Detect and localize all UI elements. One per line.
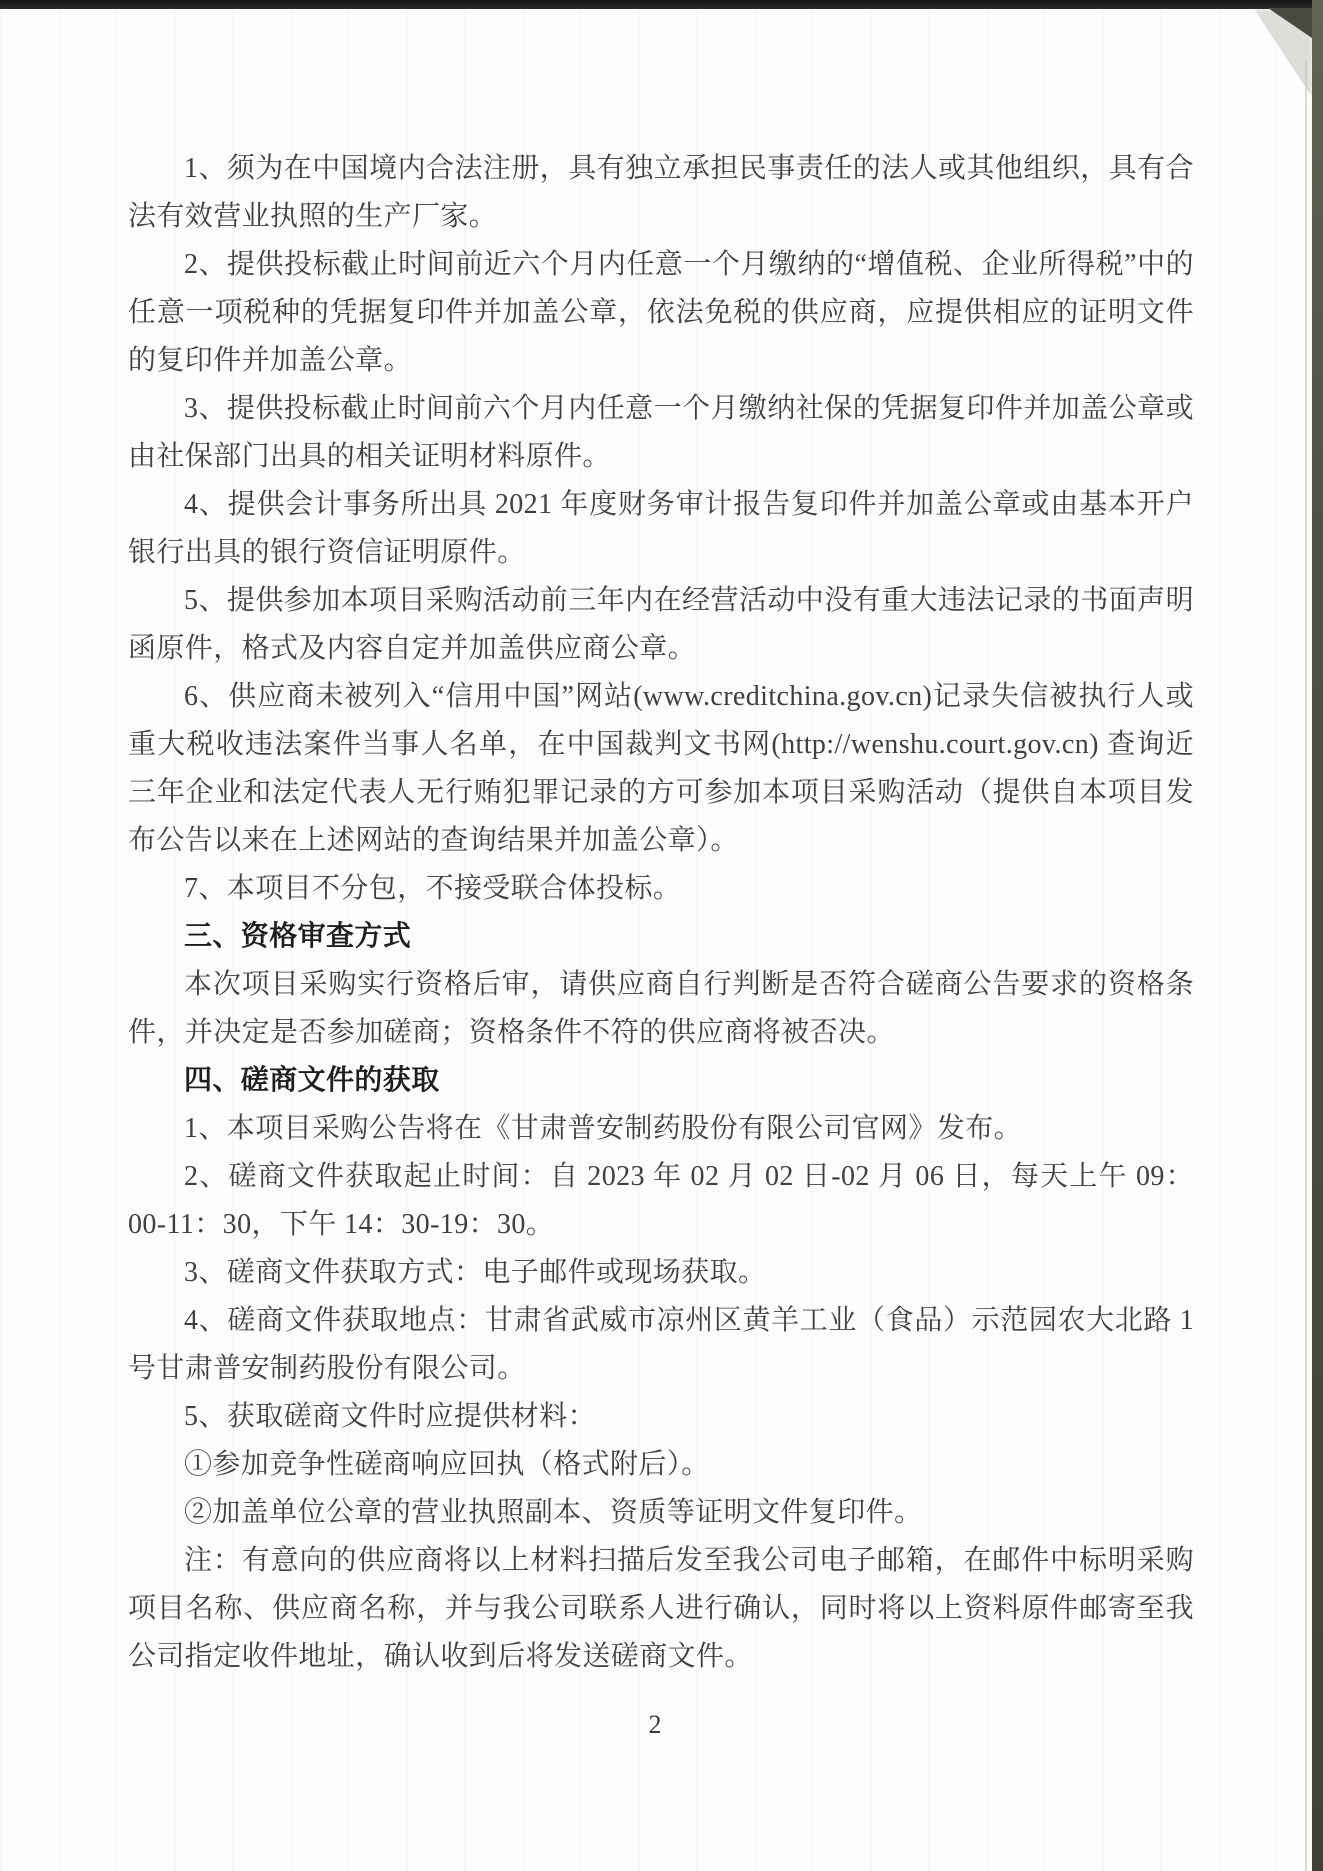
requirement-item-3: 3、提供投标截止时间前六个月内任意一个月缴纳社保的凭据复印件并加盖公章或由社保部门出具的相关证明材料原件。	[128, 393, 1194, 472]
requirement-item-5: 5、提供参加本项目采购活动前三年内在经营活动中没有重大违法记录的书面声明函原件，格式及内容自定并加盖供应商公章。	[128, 585, 1194, 664]
acquisition-item-1: 1、本项目采购公告将在《甘肃普安制药股份有限公司官网》发布。	[184, 1113, 1023, 1144]
requirement-item-2: 2、提供投标截止时间前近六个月内任意一个月缴纳的“增值税、企业所得税”中的任意一项税种的凭据复印件并加盖公章，依法免税的供应商，应提供相应的证明文件的复印件并加盖公章。	[128, 249, 1194, 376]
requirement-item-1: 1、须为在中国境内合法注册，具有独立承担民事责任的法人或其他组织，具有合法有效营业执照的生产厂家。	[128, 153, 1194, 232]
acquisition-item-4: 4、磋商文件获取地点：甘肃省武威市凉州区黄羊工业（食品）示范园农大北路 1 号甘肃普安制药股份有限公司。	[128, 1305, 1194, 1384]
requirement-item-7: 7、本项目不分包，不接受联合体投标。	[184, 873, 682, 904]
section-heading-document-acquisition: 四、磋商文件的获取	[184, 1065, 440, 1096]
qualification-review-text: 本次项目采购实行资格后审，请供应商自行判断是否符合磋商公告要求的资格条件，并决定是否参加磋商；资格条件不符的供应商将被否决。	[128, 969, 1194, 1048]
acquisition-item-2: 2、磋商文件获取起止时间：自 2023 年 02 月 02 日-02 月 06 日，每天上午 09：00-11：30，下午 14：30-19：30。	[128, 1161, 1194, 1240]
section-heading-qualification-review: 三、资格审查方式	[184, 921, 412, 952]
note-paragraph: 注：有意向的供应商将以上材料扫描后发至我公司电子邮箱，在邮件中标明采购项目名称、供应商名称，并与我公司联系人进行确认，同时将以上资料原件邮寄至我公司指定收件地址，确认收到后将发送磋商文件。	[128, 1545, 1194, 1672]
requirement-item-6: 6、供应商未被列入“信用中国”网站(www.creditchina.gov.cn)记录失信被执行人或重大税收违法案件当事人名单，在中国裁判文书网(http://wenshu.court.gov.cn) 查询近三年企业和法定代表人无行贿犯罪记录的方可参加本项目采购活动（提供自本项目发布公告以来在上述网站的查询结果并加盖公章）。	[128, 681, 1194, 856]
requirement-item-4: 4、提供会计事务所出具 2021 年度财务审计报告复印件并加盖公章或由基本开户银行出具的银行资信证明原件。	[128, 489, 1194, 568]
material-item-2: ②加盖单位公章的营业执照副本、资质等证明文件复印件。	[184, 1497, 923, 1528]
material-item-1: ①参加竞争性磋商响应回执（格式附后）。	[184, 1449, 710, 1480]
scan-top-band	[0, 0, 1323, 9]
document-body	[128, 145, 1194, 1681]
scan-right-band	[1312, 0, 1323, 1871]
page-edge-shadow	[1305, 60, 1307, 1871]
page-number: 2	[648, 1710, 662, 1739]
acquisition-item-5: 5、获取磋商文件时应提供材料：	[184, 1401, 597, 1432]
acquisition-item-3: 3、磋商文件获取方式：电子邮件或现场获取。	[184, 1257, 767, 1288]
